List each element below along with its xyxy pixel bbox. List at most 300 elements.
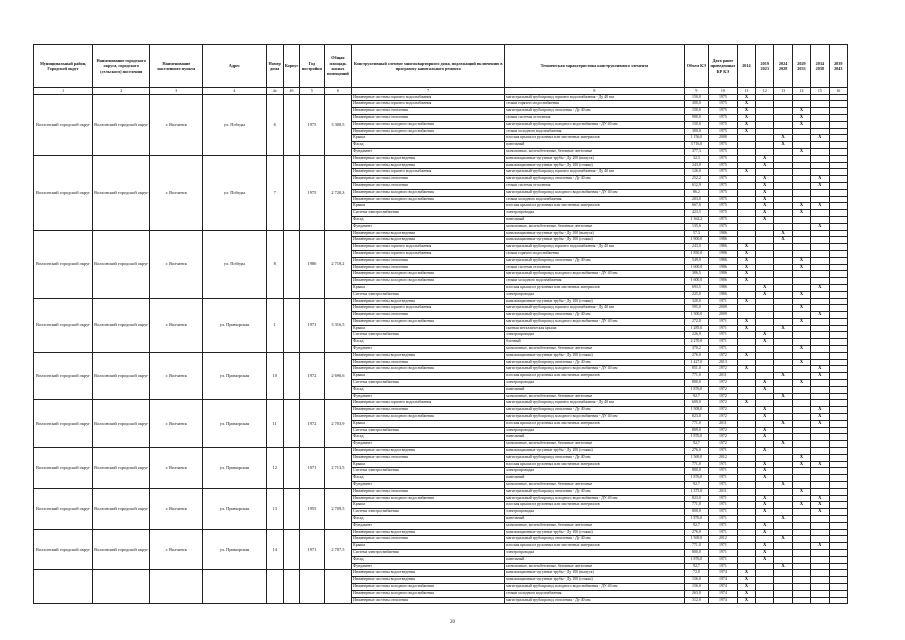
column-header-15: 2024 2028 [774, 45, 792, 88]
volume-cell: 851,0 [684, 366, 708, 373]
period-mark-cell [792, 529, 810, 536]
period-mark-cell: X [737, 94, 755, 101]
period-mark-cell [774, 400, 792, 407]
characteristic-cell: магистральный трубопровод горячего водоснабжения - Ду 40 мм [505, 244, 685, 251]
house-number [266, 570, 283, 604]
period-mark-cell: X [774, 373, 792, 380]
period-mark-cell [792, 509, 810, 516]
volume-cell: 276,0 [684, 448, 708, 455]
prior-repair-date-cell: 1975 [709, 148, 738, 155]
element-cell: Инженерные системы холодного водоснабжения [352, 278, 505, 285]
period-mark-cell: X [792, 108, 810, 115]
element-cell: Инженерные системы водоотведения [352, 162, 505, 169]
period-mark-cell [756, 393, 774, 400]
element-cell: Фундамент [352, 563, 505, 570]
period-mark-cell [829, 155, 848, 162]
period-mark-cell [829, 488, 848, 495]
period-mark-cell [737, 454, 755, 461]
period-mark-cell: X [792, 305, 810, 312]
house-area: 3 300,5 [324, 94, 352, 155]
column-number: 3 [150, 88, 203, 95]
house-area: 2 709,5 [324, 488, 352, 529]
volume-cell: 312,0 [684, 597, 708, 604]
period-mark-cell [829, 94, 848, 101]
period-mark-cell [774, 543, 792, 550]
volume-cell: 1 850,0 [684, 250, 708, 257]
period-mark-cell [737, 176, 755, 183]
characteristic-cell: магистральный трубопровод отопления - Ду 40 мм [505, 359, 685, 366]
period-mark-cell [811, 339, 829, 346]
period-mark-cell [792, 434, 810, 441]
period-mark-cell [756, 570, 774, 577]
element-cell: Система электроснабжения [352, 509, 505, 516]
period-mark-cell [792, 101, 810, 108]
volume-cell: 800,0 [684, 380, 708, 387]
house-area: 2 707,5 [324, 529, 352, 570]
element-cell: Система электроснабжения [352, 210, 505, 217]
house-locality: г. Волчанск [150, 529, 203, 570]
table-row [34, 400, 848, 407]
characteristic-cell: стояки холодного водоснабжения [505, 590, 685, 597]
period-mark-cell [737, 536, 755, 543]
period-mark-cell [829, 448, 848, 455]
characteristic-cell: стояки холодного водоснабжения [505, 278, 685, 285]
period-mark-cell [829, 570, 848, 577]
period-mark-cell: X [756, 155, 774, 162]
period-mark-cell [811, 352, 829, 359]
volume-cell: 203,0 [684, 196, 708, 203]
house-number: 11 [266, 400, 283, 448]
element-cell: Фасад [352, 142, 505, 149]
prior-repair-date-cell: 1975 [709, 101, 738, 108]
characteristic-cell: блочный [505, 339, 685, 346]
period-mark-cell [774, 454, 792, 461]
house-settlement: Волхонский городской округ [93, 155, 150, 230]
period-mark-cell [774, 264, 792, 271]
house-locality: г. Волчанск [150, 400, 203, 448]
period-mark-cell [829, 454, 848, 461]
characteristic-cell: панельный [505, 475, 685, 482]
period-mark-cell [811, 577, 829, 584]
characteristic-cell: электропроводка [505, 549, 685, 556]
characteristic-cell: канализационные чугунные трубы - Ду 100 (стояки) [505, 352, 685, 359]
period-mark-cell [774, 176, 792, 183]
volume-cell: 226,0 [684, 332, 708, 339]
period-mark-cell [829, 373, 848, 380]
period-mark-cell [811, 264, 829, 271]
period-mark-cell [756, 94, 774, 101]
period-mark-cell [811, 516, 829, 523]
period-mark-cell: X [792, 461, 810, 468]
characteristic-cell: магистральный трубопровод отопления - Ду 40 мм [505, 488, 685, 495]
column-header-9: Конструктивный элемент многоквартирного дома, подлежащий включению в программу капитального ремонта [352, 45, 505, 88]
volume-cell: 423,5 [684, 210, 708, 217]
characteristic-cell: электропроводка [505, 210, 685, 217]
period-mark-cell [829, 244, 848, 251]
characteristic-cell: магистральный трубопровод холодного водоснабжения - ДУ 40 мм [505, 318, 685, 325]
element-cell: Фасад [352, 556, 505, 563]
period-mark-cell [811, 359, 829, 366]
period-mark-cell [792, 577, 810, 584]
period-mark-cell [774, 189, 792, 196]
period-mark-cell: X [756, 461, 774, 468]
period-mark-cell [829, 121, 848, 128]
period-mark-cell [737, 216, 755, 223]
period-mark-cell [792, 332, 810, 339]
column-header-5: Номер дома [266, 45, 283, 88]
period-mark-cell [756, 488, 774, 495]
house-number: 10 [266, 352, 283, 400]
period-mark-cell [792, 94, 810, 101]
period-mark-cell [811, 148, 829, 155]
period-mark-cell: X [756, 182, 774, 189]
house-locality: г. Волчанск [150, 352, 203, 400]
prior-repair-date-cell: 1975 [709, 189, 738, 196]
period-mark-cell [811, 244, 829, 251]
period-mark-cell [792, 244, 810, 251]
house-settlement: Волхонский городской округ [93, 230, 150, 298]
characteristic-cell: плоская крыша из рулонных или мастичных материалов [505, 284, 685, 291]
column-number: 4б [283, 88, 299, 95]
characteristic-cell: стояки системы отопления [505, 182, 685, 189]
period-mark-cell [811, 522, 829, 529]
prior-repair-date-cell: 1972 [709, 352, 738, 359]
period-mark-cell [756, 590, 774, 597]
period-mark-cell [737, 502, 755, 509]
period-mark-cell [792, 468, 810, 475]
volume-cell: 92,7 [684, 482, 708, 489]
period-mark-cell [774, 414, 792, 421]
period-mark-cell [829, 366, 848, 373]
period-mark-cell: X [811, 461, 829, 468]
period-mark-cell [811, 448, 829, 455]
prior-repair-date-cell: 1971 [709, 339, 738, 346]
period-mark-cell: X [756, 176, 774, 183]
period-mark-cell [737, 488, 755, 495]
period-mark-cell: X [792, 380, 810, 387]
volume-cell: 1 508,0 [684, 407, 708, 414]
volume-cell: 276,0 [684, 352, 708, 359]
prior-repair-date-cell: 1971 [709, 346, 738, 353]
prior-repair-date-cell: 1986 [709, 264, 738, 271]
period-mark-cell [811, 216, 829, 223]
element-cell: Инженерные системы горячего водоснабжения [352, 250, 505, 257]
characteristic-cell: канализационные чугунные трубы - Ду 100 (выпуск) [505, 155, 685, 162]
period-mark-cell [792, 400, 810, 407]
period-mark-cell: X [774, 393, 792, 400]
characteristic-cell: плоская крыша из рулонных или мастичных материалов [505, 203, 685, 210]
volume-cell: 1 600,0 [684, 278, 708, 285]
element-cell: Инженерные системы водоотведения [352, 298, 505, 305]
period-mark-cell [737, 339, 755, 346]
prior-repair-date-cell: 1971 [709, 556, 738, 563]
period-mark-cell [756, 223, 774, 230]
volume-cell: 370,2 [684, 346, 708, 353]
period-mark-cell [811, 488, 829, 495]
prior-repair-date-cell: 1986 [709, 244, 738, 251]
period-mark-cell: X [756, 407, 774, 414]
period-mark-cell [829, 509, 848, 516]
period-mark-cell: X [811, 414, 829, 421]
element-cell: Фундамент [352, 393, 505, 400]
period-mark-cell: X [756, 291, 774, 298]
column-header-16: 2029 2033 [792, 45, 810, 88]
period-mark-cell [829, 495, 848, 502]
period-mark-cell: X [737, 250, 755, 257]
period-mark-cell: X [737, 352, 755, 359]
prior-repair-date-cell: 1971 [709, 522, 738, 529]
characteristic-cell: плоская крыша из рулонных или мастичных материалов [505, 502, 685, 509]
prior-repair-date-cell: 2011 [709, 420, 738, 427]
prior-repair-date-cell: 1975 [709, 223, 738, 230]
prior-repair-date-cell: 2011 [709, 488, 738, 495]
prior-repair-date-cell: 1972 [709, 400, 738, 407]
prior-repair-date-cell: 2009 [709, 312, 738, 319]
house-year [300, 570, 324, 604]
volume-cell: 800,0 [684, 509, 708, 516]
period-mark-cell [792, 495, 810, 502]
period-mark-cell: X [756, 427, 774, 434]
house-street: ул. Победы [203, 155, 266, 230]
element-cell: Инженерные системы отопления [352, 257, 505, 264]
element-cell: Фасад [352, 339, 505, 346]
period-mark-cell: X [756, 556, 774, 563]
period-mark-cell [829, 203, 848, 210]
prior-repair-date-cell: 2013 [709, 359, 738, 366]
period-mark-cell [774, 162, 792, 169]
period-mark-cell [737, 434, 755, 441]
element-cell: Инженерные системы холодного водоснабжения [352, 128, 505, 135]
period-mark-cell: X [792, 210, 810, 217]
period-mark-cell [792, 189, 810, 196]
period-mark-cell [811, 441, 829, 448]
period-mark-cell [792, 284, 810, 291]
house-number: 7 [266, 155, 283, 230]
characteristic-cell: магистральный трубопровод отопления - Ду 40 мм [505, 108, 685, 115]
period-mark-cell: X [756, 522, 774, 529]
column-number: 7 [352, 88, 505, 95]
period-mark-cell: X [737, 108, 755, 115]
characteristic-cell: монолитные, железобетонные, бетонные ленточные [505, 441, 685, 448]
period-mark-cell [774, 169, 792, 176]
volume-cell: 156,0 [684, 577, 708, 584]
characteristic-cell: магистральный трубопровод холодного водоснабжения - ДУ 40 мм [505, 583, 685, 590]
column-header-6: Корпус [283, 45, 299, 88]
element-cell: Инженерные системы отопления [352, 176, 505, 183]
period-mark-cell [829, 577, 848, 584]
characteristic-cell: электропроводка [505, 427, 685, 434]
period-mark-cell [829, 305, 848, 312]
period-mark-cell [829, 475, 848, 482]
characteristic-cell: магистральный трубопровод холодного водоснабжения - ДУ 40 мм [505, 189, 685, 196]
element-cell: Инженерные системы холодного водоснабжения [352, 366, 505, 373]
characteristic-cell: магистральный трубопровод отопления - Ду 40 мм [505, 257, 685, 264]
period-mark-cell [737, 522, 755, 529]
period-mark-cell [811, 305, 829, 312]
period-mark-cell [811, 549, 829, 556]
characteristic-cell: монолитные, железобетонные, бетонные ленточные [505, 223, 685, 230]
period-mark-cell [756, 352, 774, 359]
period-mark-cell: X [756, 386, 774, 393]
period-mark-cell [811, 400, 829, 407]
characteristic-cell: магистральный трубопровод холодного водоснабжения - ДУ 40 мм [505, 414, 685, 421]
house-number: 14 [266, 529, 283, 570]
period-mark-cell [829, 393, 848, 400]
period-mark-cell [811, 271, 829, 278]
element-cell: Инженерные системы холодного водоснабжения [352, 189, 505, 196]
period-mark-cell [774, 577, 792, 584]
house-corpus [283, 94, 299, 155]
period-mark-cell [792, 570, 810, 577]
element-cell: Инженерные системы отопления [352, 182, 505, 189]
period-mark-cell [829, 590, 848, 597]
house-year: 1972 [300, 400, 324, 448]
house-district: Волхонский городской округ [34, 529, 93, 570]
period-mark-cell [774, 380, 792, 387]
volume-cell: 306,5 [684, 271, 708, 278]
period-mark-cell: X [756, 543, 774, 550]
period-mark-cell: X [811, 543, 829, 550]
period-mark-cell [774, 216, 792, 223]
period-mark-cell [737, 162, 755, 169]
period-mark-cell [829, 400, 848, 407]
period-mark-cell [792, 414, 810, 421]
period-mark-cell [756, 583, 774, 590]
period-mark-cell [756, 250, 774, 257]
column-header-10: Техническая характеристика конструктивного элемента [505, 45, 685, 88]
period-mark-cell: X [756, 339, 774, 346]
element-cell: Инженерные системы водоотведения [352, 352, 505, 359]
characteristic-cell: плоская крыша из рулонных или мастичных материалов [505, 543, 685, 550]
element-cell: Инженерные системы холодного водоснабжения [352, 318, 505, 325]
period-mark-cell [811, 278, 829, 285]
prior-repair-date-cell: 1986 [709, 230, 738, 237]
house-street: ул. Победы [203, 94, 266, 155]
column-number: 8 [505, 88, 685, 95]
column-number: 15 [811, 88, 829, 95]
period-mark-cell [756, 264, 774, 271]
house-year: 1955 [300, 488, 324, 529]
period-mark-cell [756, 244, 774, 251]
period-mark-cell: X [756, 189, 774, 196]
volume-cell: 276,0 [684, 529, 708, 536]
prior-repair-date-cell: 1975 [709, 196, 738, 203]
period-mark-cell [774, 101, 792, 108]
house-corpus [283, 298, 299, 352]
prior-repair-date-cell: 1971 [709, 529, 738, 536]
period-mark-cell [811, 318, 829, 325]
period-mark-cell [829, 414, 848, 421]
characteristic-cell: магистральный трубопровод отопления - Ду 40 мм [505, 454, 685, 461]
element-cell: Крыша [352, 543, 505, 550]
period-mark-cell [792, 237, 810, 244]
prior-repair-date-cell: 1975 [709, 203, 738, 210]
characteristic-cell: стояки системы отопления [505, 264, 685, 271]
characteristic-cell: плоская крыша из рулонных или мастичных материалов [505, 135, 685, 142]
column-header-7: Год постройки [300, 45, 324, 88]
period-mark-cell [829, 318, 848, 325]
volume-cell: 771,0 [684, 420, 708, 427]
volume-cell: 92,7 [684, 441, 708, 448]
period-mark-cell [829, 291, 848, 298]
characteristic-cell: стояки системы отопления [505, 114, 685, 121]
element-cell: Инженерные системы горячего водоснабжения [352, 244, 505, 251]
volume-cell: 263,0 [684, 590, 708, 597]
period-mark-cell [829, 189, 848, 196]
volume-cell: 809,0 [684, 427, 708, 434]
prior-repair-date-cell: 1972 [709, 441, 738, 448]
characteristic-cell: канализационные чугунные трубы - Ду 100 (стояки) [505, 298, 685, 305]
house-street: ул. Приморская [203, 400, 266, 448]
house-year: 1975 [300, 155, 324, 230]
period-mark-cell [774, 529, 792, 536]
prior-repair-date-cell: 1971 [709, 461, 738, 468]
period-mark-cell: X [756, 549, 774, 556]
house-corpus [283, 570, 299, 604]
period-mark-cell [774, 305, 792, 312]
period-mark-cell: X [737, 298, 755, 305]
period-mark-cell [774, 128, 792, 135]
period-mark-cell [737, 448, 755, 455]
characteristic-cell: магистральный трубопровод отопления - Ду 40 мм [505, 597, 685, 604]
period-mark-cell [774, 155, 792, 162]
period-mark-cell [756, 101, 774, 108]
prior-repair-date-cell: 1971 [709, 502, 738, 509]
period-mark-cell [737, 359, 755, 366]
characteristic-cell: стояки горячего водоснабжения [505, 250, 685, 257]
period-mark-cell [737, 346, 755, 353]
period-mark-cell [792, 339, 810, 346]
period-mark-cell [792, 549, 810, 556]
period-mark-cell [792, 278, 810, 285]
period-mark-cell [792, 155, 810, 162]
element-cell: Крыша [352, 203, 505, 210]
period-mark-cell [737, 380, 755, 387]
period-mark-cell [737, 556, 755, 563]
period-mark-cell [737, 291, 755, 298]
prior-repair-date-cell: 1972 [709, 414, 738, 421]
period-mark-cell [756, 563, 774, 570]
element-cell: Крыша [352, 461, 505, 468]
column-header-13: 2014 [737, 45, 755, 88]
house-area: 2 718,2 [324, 230, 352, 298]
period-mark-cell [811, 482, 829, 489]
house-district: Волхонский городской округ [34, 94, 93, 155]
element-cell: Инженерные системы водоотведения [352, 577, 505, 584]
characteristic-cell: скатная металлическая крыша [505, 325, 685, 332]
element-cell: Инженерные системы отопления [352, 359, 505, 366]
characteristic-cell: электропроводка [505, 332, 685, 339]
period-mark-cell [737, 148, 755, 155]
prior-repair-date-cell: 1975 [709, 108, 738, 115]
house-district: Волхонский городской округ [34, 155, 93, 230]
period-mark-cell [792, 373, 810, 380]
prior-repair-date-cell: 2012 [709, 536, 738, 543]
period-mark-cell [737, 305, 755, 312]
prior-repair-date-cell: 1971 [709, 332, 738, 339]
period-mark-cell: X [737, 271, 755, 278]
period-mark-cell [829, 210, 848, 217]
house-street: ул. Приморская [203, 488, 266, 529]
house-locality: г. Волчанск [150, 298, 203, 352]
volume-cell: 823,0 [684, 495, 708, 502]
characteristic-cell: плоская крыша из рулонных или мастичных материалов [505, 420, 685, 427]
period-mark-cell [737, 475, 755, 482]
period-mark-cell [756, 148, 774, 155]
prior-repair-date-cell: 1975 [709, 210, 738, 217]
period-mark-cell [756, 278, 774, 285]
period-mark-cell [756, 271, 774, 278]
